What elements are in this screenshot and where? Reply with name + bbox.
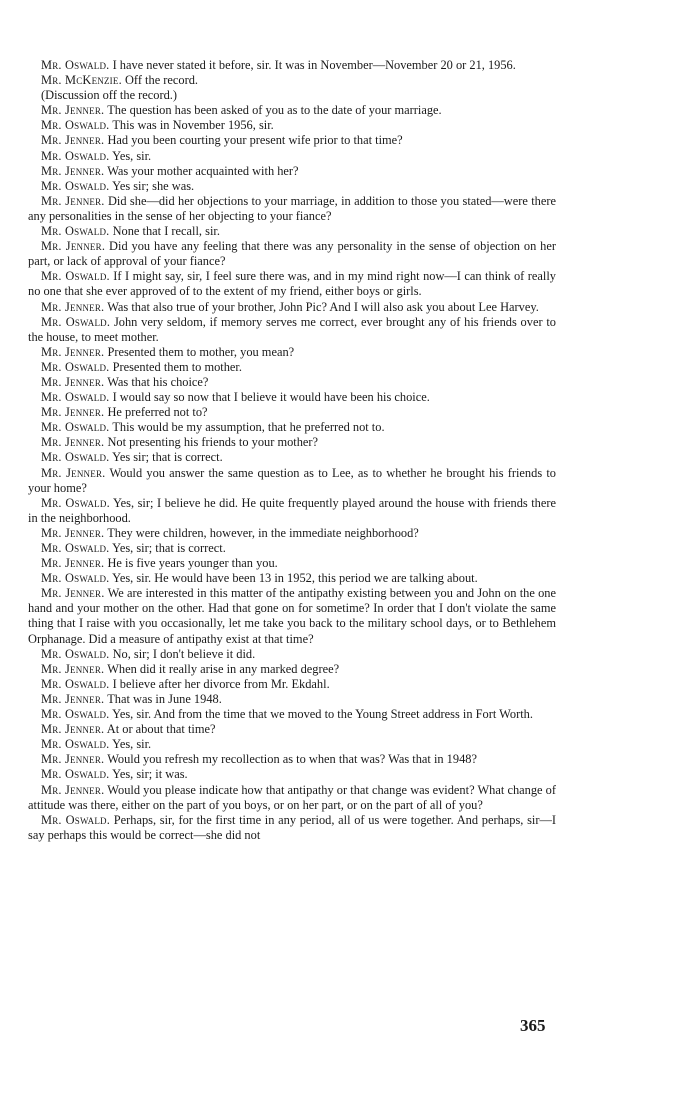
speaker-name: Mr. Oswald. [41, 269, 110, 284]
testimony-paragraph [28, 722, 556, 737]
testimony-paragraph [28, 526, 556, 541]
testimony-paragraph [28, 300, 556, 315]
statement-text: Yes, sir. And from the time that we moved to the Young Street address in Fort Worth. [112, 707, 533, 722]
testimony-paragraph [28, 783, 556, 813]
testimony-paragraph [28, 692, 556, 707]
speaker-name: Mr. Oswald. [41, 224, 110, 239]
speaker-name: Mr. McKenzie. [41, 73, 122, 88]
speaker-name: Mr. Oswald. [41, 148, 110, 163]
speaker-name: Mr. Oswald. [41, 812, 111, 827]
speaker-name: Mr. Jenner. [41, 299, 105, 314]
testimony-paragraph [28, 390, 556, 405]
statement-text: That was in June 1948. [107, 691, 222, 706]
speaker-name: Mr. Oswald. [41, 390, 110, 405]
testimony-paragraph [28, 73, 556, 88]
speaker-name: Mr. Oswald. [41, 118, 110, 133]
speaker-name: Mr. Oswald. [41, 58, 110, 72]
testimony-paragraph [28, 752, 556, 767]
speaker-name: Mr. Oswald. [41, 541, 110, 555]
testimony-paragraph [28, 647, 556, 662]
testimony-paragraph [28, 375, 556, 390]
speaker-name: Mr. Oswald. [41, 676, 110, 691]
statement-text: The question has been asked of you as to the date of your marriage. [107, 103, 442, 118]
testimony-paragraph [28, 767, 556, 782]
statement-text: Not presenting his friends to your mother? [107, 435, 319, 450]
speaker-name: Mr. Jenner. [41, 661, 105, 676]
statement-text: Yes, sir. He would have been 13 in 1952, this period we are talking about. [112, 571, 478, 586]
testimony-paragraph [28, 224, 556, 239]
statement-text: Yes, sir. [112, 148, 152, 163]
statement-text: He preferred not to? [107, 405, 208, 420]
speaker-name: Mr. Oswald. [41, 359, 110, 374]
statement-text: John very seldom, if memory serves me correct, ever brought any of his friends over to the house, to meet mother. [28, 314, 556, 344]
testimony-paragraph [28, 133, 556, 148]
speaker-name: Mr. Oswald. [41, 450, 110, 465]
speaker-name: Mr. Jenner. [41, 722, 105, 737]
statement-text: Off the record. [124, 73, 199, 88]
speaker-name: Mr. Jenner. [41, 133, 105, 148]
speaker-name: Mr. Jenner. [41, 525, 105, 540]
statement-text: I have never stated it before, sir. It was in November—November 20 or 21, 1956. [112, 58, 516, 72]
testimony-paragraph [28, 435, 556, 450]
statement-text: Yes, sir; that is correct. [112, 541, 226, 555]
speaker-name: Mr. Oswald. [41, 178, 110, 193]
testimony-paragraph [28, 58, 556, 73]
statement-text: Was that his choice? [107, 374, 209, 389]
testimony-paragraph [28, 239, 556, 269]
speaker-name: Mr. Jenner. [41, 782, 105, 797]
speaker-name: Mr. Oswald. [41, 420, 110, 435]
speaker-name: Mr. Jenner. [41, 435, 105, 450]
testimony-paragraph [28, 405, 556, 420]
testimony-paragraph [28, 269, 556, 299]
speaker-name: Mr. Jenner. [41, 239, 106, 254]
statement-text: They were children, however, in the immediate neighborhood? [107, 525, 419, 540]
testimony-paragraph [28, 420, 556, 435]
testimony-paragraph [28, 179, 556, 194]
speaker-name: Mr. Jenner. [41, 465, 106, 480]
statement-text: Was your mother acquainted with her? [107, 163, 299, 178]
statement-text: Would you answer the same question as to Lee, as to whether he brought his friends to your home? [28, 465, 556, 495]
testimony-paragraph [28, 662, 556, 677]
testimony-text [28, 58, 556, 843]
statement-text: Was that also true of your brother, John Pic? And I will also ask you about Lee Harvey. [107, 299, 539, 314]
speaker-name: Mr. Jenner. [41, 556, 105, 571]
speaker-name: Mr. Jenner. [41, 344, 105, 359]
testimony-paragraph [28, 345, 556, 360]
statement-text: Perhaps, sir, for the first time in any period, all of us were together. And perhaps, sir—I say perhaps this would be correct—she did not [28, 812, 556, 842]
statement-text: When did it really arise in any marked degree? [107, 661, 340, 676]
speaker-name: Mr. Oswald. [41, 314, 111, 329]
testimony-paragraph [28, 164, 556, 179]
speaker-name: Mr. Jenner. [41, 752, 105, 767]
statement-text: Did she—did her objections to your marriage, in addition to those you stated—were there any personalities in the sense of her objecting to your fiance? [28, 193, 556, 223]
speaker-name: Mr. Oswald. [41, 707, 110, 722]
testimony-paragraph [28, 103, 556, 118]
speaker-name: Mr. Jenner. [41, 374, 105, 389]
statement-text: I would say so now that I believe it would have been his choice. [112, 390, 430, 405]
speaker-name: Mr. Jenner. [41, 103, 105, 118]
testimony-paragraph [28, 360, 556, 375]
statement-text: If I might say, sir, I feel sure there was, and in my mind right now—I can think of really no one that she ever approved of to the extent of my friend, either boys or girls. [28, 269, 556, 299]
testimony-paragraph [28, 466, 556, 496]
statement-text: None that I recall, sir. [112, 224, 220, 239]
speaker-name: Mr. Oswald. [41, 767, 110, 782]
statement-text: Yes sir; she was. [112, 178, 195, 193]
speaker-name: Mr. Jenner. [41, 691, 105, 706]
statement-text: Had you been courting your present wife prior to that time? [107, 133, 403, 148]
testimony-paragraph [28, 677, 556, 692]
testimony-paragraph [28, 118, 556, 133]
statement-text: Did you have any feeling that there was any personality in the sense of objection on her part, or lack of approval of your fiance? [28, 239, 556, 269]
statement-text: This would be my assumption, that he preferred not to. [112, 420, 385, 435]
speaker-name: Mr. Jenner. [41, 163, 105, 178]
statement-text: At or about that time? [106, 722, 216, 737]
statement-text: Yes, sir. [112, 737, 152, 752]
statement-text: He is five years younger than you. [107, 556, 278, 571]
testimony-paragraph [28, 707, 556, 722]
statement-text: Yes sir; that is correct. [112, 450, 223, 465]
speaker-name: Mr. Oswald. [41, 646, 110, 661]
testimony-paragraph [28, 586, 556, 646]
testimony-paragraph [28, 149, 556, 164]
statement-text: I believe after her divorce from Mr. Ekdahl. [112, 676, 330, 691]
testimony-paragraph [28, 541, 556, 556]
speaker-name: Mr. Oswald. [41, 571, 110, 586]
testimony-paragraph [28, 88, 556, 103]
speaker-name: Mr. Oswald. [41, 495, 110, 510]
statement-text: Would you refresh my recollection as to when that was? Was that in 1948? [107, 752, 477, 767]
speaker-name: Mr. Jenner. [41, 586, 105, 601]
statement-text: (Discussion off the record.) [41, 88, 178, 103]
testimony-paragraph [28, 737, 556, 752]
testimony-paragraph [28, 315, 556, 345]
testimony-paragraph [28, 194, 556, 224]
speaker-name: Mr. Jenner. [41, 405, 105, 420]
testimony-paragraph [28, 813, 556, 843]
statement-text: Presented them to mother. [112, 359, 242, 374]
testimony-paragraph [28, 556, 556, 571]
statement-text: Would you please indicate how that antipathy or that change was evident? What change of attitude was there, either on the part of you boys, or on her part, or on the part of all of you? [28, 782, 556, 812]
testimony-paragraph [28, 571, 556, 586]
statement-text: Yes, sir; I believe he did. He quite frequently played around the house with friends there in the neighborhood. [28, 495, 556, 525]
testimony-paragraph [28, 450, 556, 465]
page-number: 365 [520, 1016, 546, 1035]
testimony-paragraph [28, 496, 556, 526]
speaker-name: Mr. Oswald. [41, 737, 110, 752]
statement-text: Presented them to mother, you mean? [107, 344, 295, 359]
statement-text: Yes, sir; it was. [112, 767, 188, 782]
speaker-name: Mr. Jenner. [41, 193, 105, 208]
statement-text: We are interested in this matter of the antipathy existing between you and John on the one hand and your mother on the other. Had that gone on for sometime? In order that I don't violate the same thing that I raise with you occasionally, let me take you back to the military school days, or to Bethlehem Orphanage. Did a measure of antipathy exist at that time? [28, 586, 556, 646]
statement-text: This was in November 1956, sir. [112, 118, 274, 133]
statement-text: No, sir; I don't believe it did. [112, 646, 256, 661]
